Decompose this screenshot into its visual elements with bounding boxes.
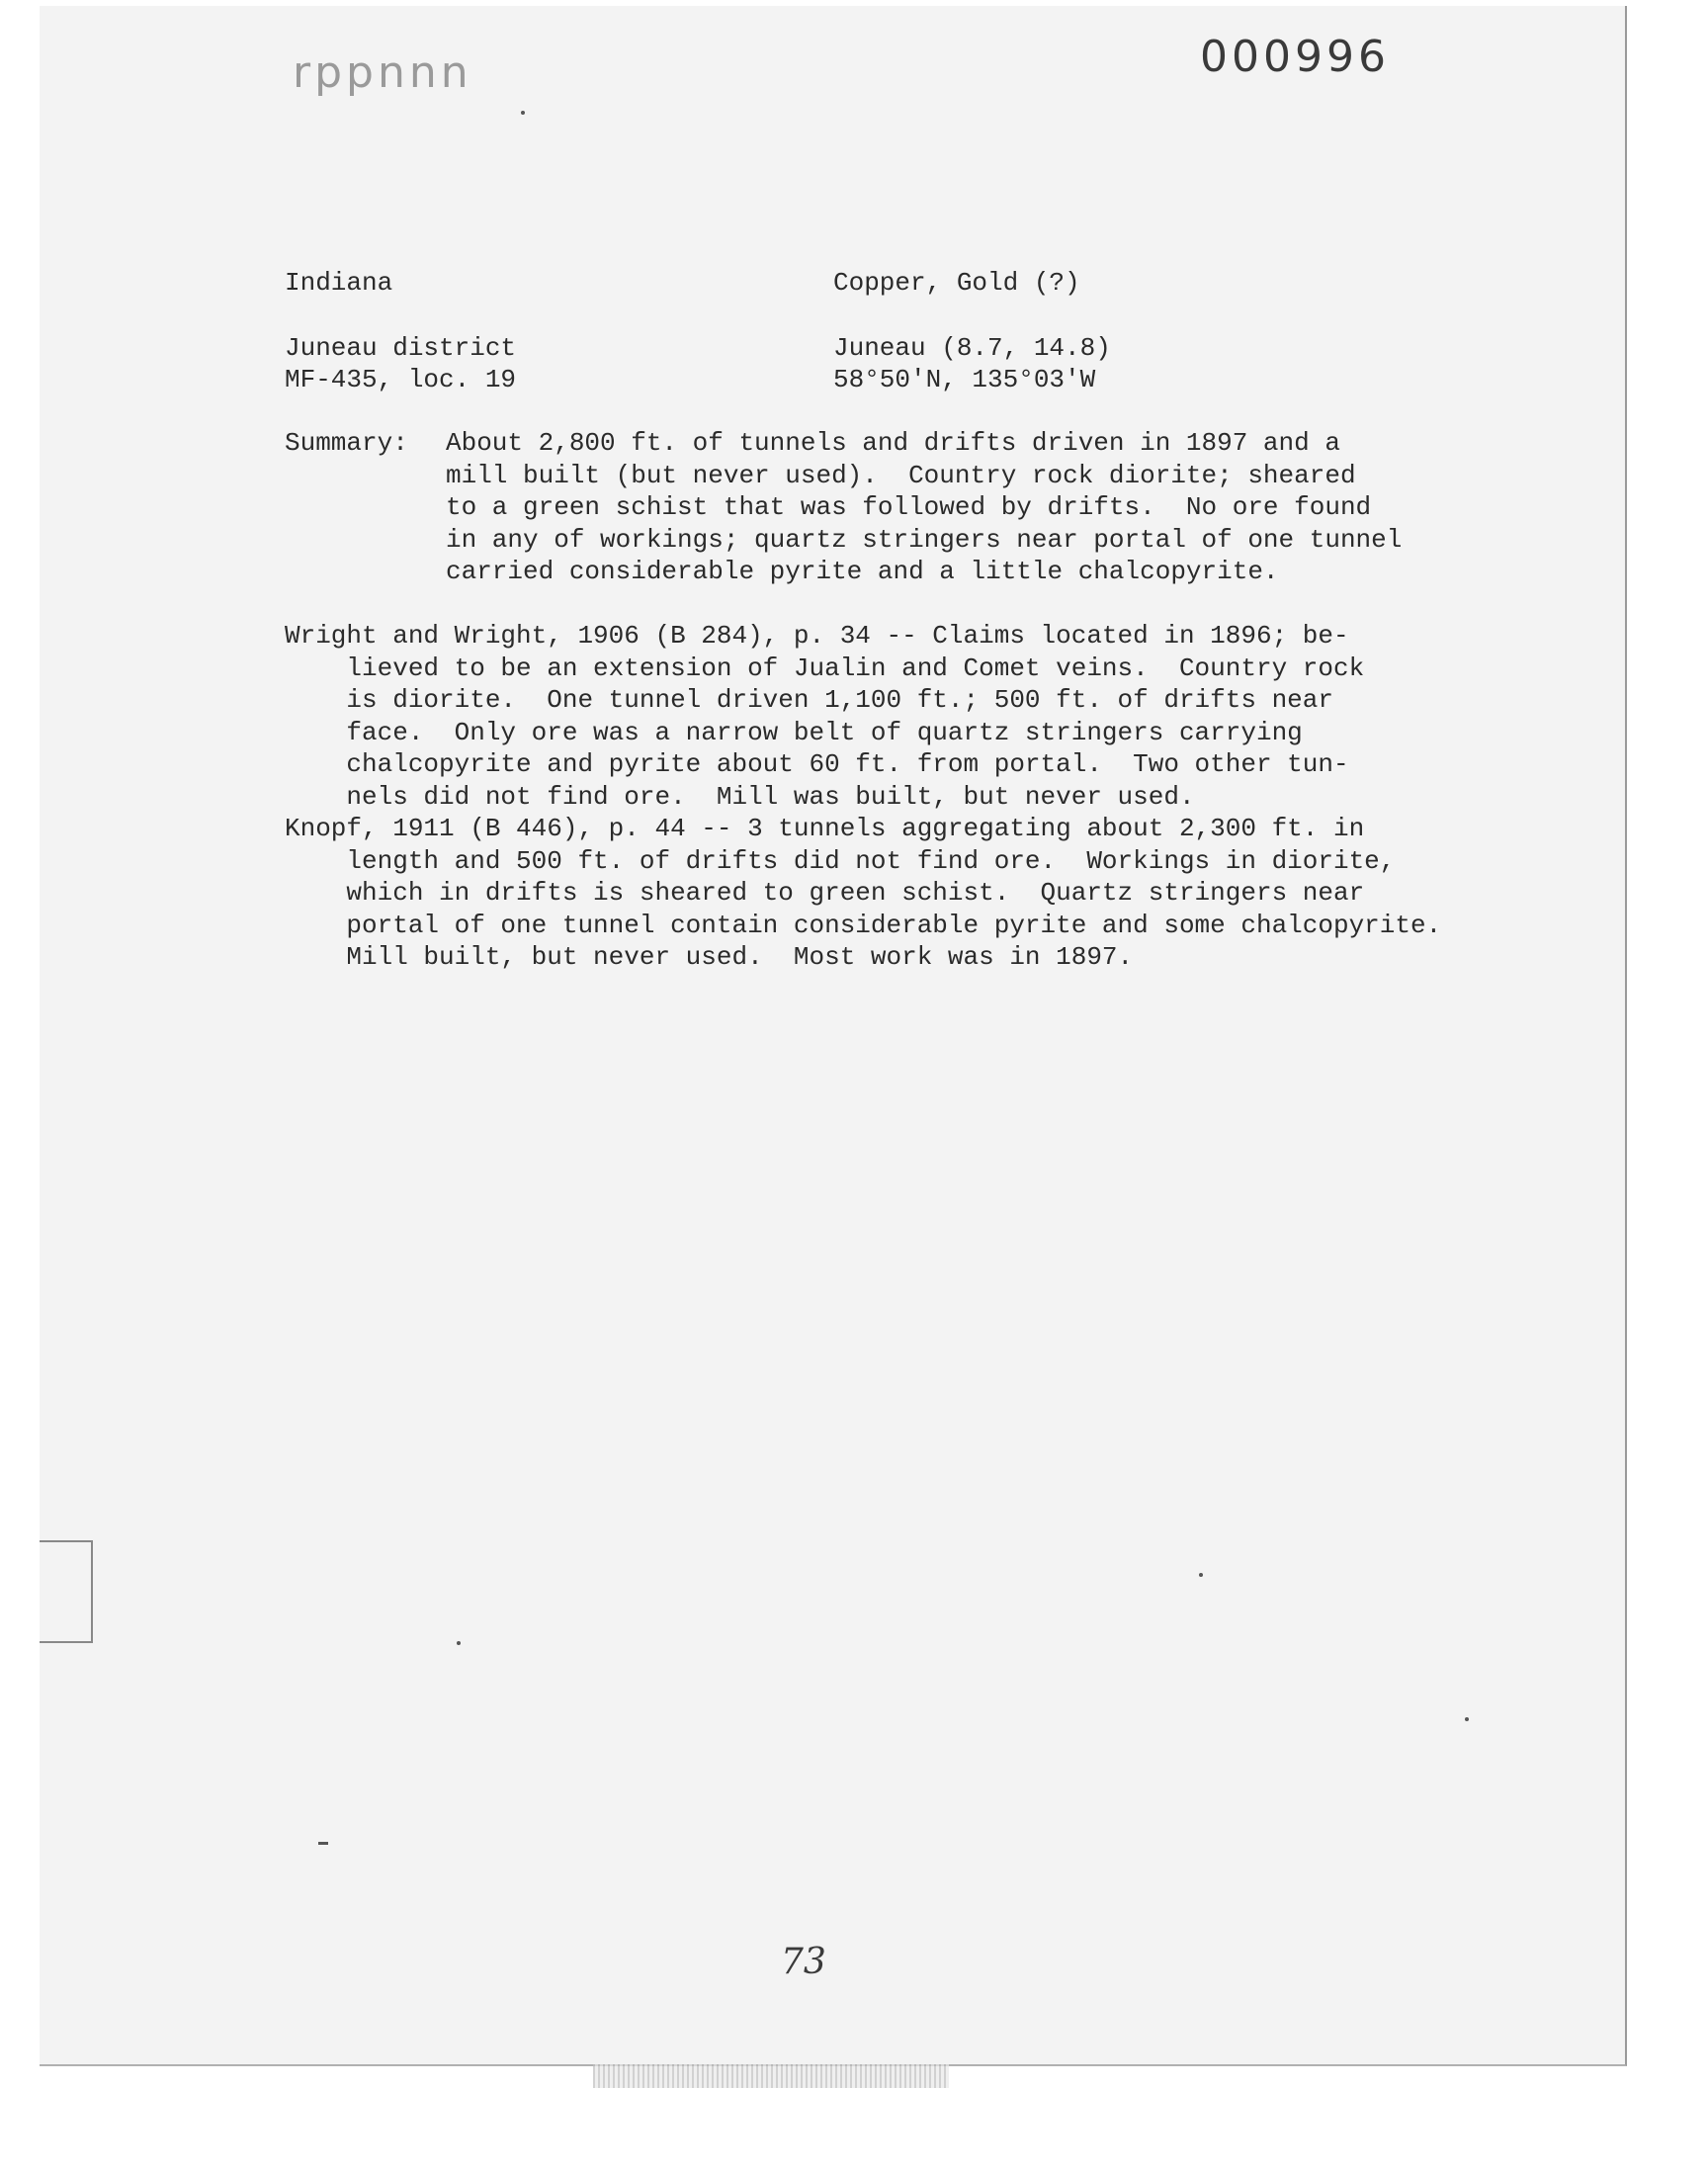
stamp-number: 000996 xyxy=(1200,32,1390,82)
handwritten-page-number: 73 xyxy=(781,1942,826,1982)
reference-line: Wright and Wright, 1906 (B 284), p. 34 -- Claims located in 1896; be- xyxy=(285,621,1349,651)
reference-line: portal of one tunnel contain considerable pyrite and some chalcopyrite. xyxy=(285,910,1442,940)
summary-line: mill built (but never used). Country rock diorite; sheared xyxy=(446,460,1356,490)
scan-speck xyxy=(1465,1717,1469,1721)
reference-line: face. Only ore was a narrow belt of quartz stringers carrying xyxy=(285,717,1303,747)
reference-line: lieved to be an extension of Jualin and Comet veins. Country rock xyxy=(285,652,1365,683)
reference-line: nels did not find ore. Mill was built, but never used. xyxy=(285,781,1195,812)
commodities: Copper, Gold (?) xyxy=(833,268,1080,298)
reference-line: Mill built, but never used. Most work was in 1897. xyxy=(285,942,1134,972)
scan-speck xyxy=(521,111,525,115)
map-location: MF-435, loc. 19 xyxy=(285,365,517,394)
district-name: Juneau district xyxy=(285,333,517,363)
scan-speck xyxy=(1199,1573,1203,1577)
state-name: Indiana xyxy=(285,268,393,298)
summary-text xyxy=(446,427,1402,588)
scan-speck xyxy=(457,1641,461,1645)
summary-line: About 2,800 ft. of tunnels and drifts driven in 1897 and a xyxy=(446,428,1340,458)
quadrangle: Juneau (8.7, 14.8) xyxy=(833,333,1111,363)
document-page xyxy=(40,6,1627,2066)
summary-line: carried considerable pyrite and a little chalcopyrite. xyxy=(446,557,1279,586)
summary-line: to a green schist that was followed by drifts. No ore found xyxy=(446,492,1372,522)
reference-wright xyxy=(285,620,1364,813)
summary-label: Summary: xyxy=(285,428,408,458)
scan-artifact-strip xyxy=(593,2064,949,2088)
reference-line: length and 500 ft. of drifts did not find ore. Workings in diorite, xyxy=(285,845,1396,876)
coordinates: 58°50'N, 135°03'W xyxy=(833,365,1096,394)
summary-line: in any of workings; quartz stringers near portal of one tunnel xyxy=(446,524,1403,555)
faded-stamp-number: rppnnn xyxy=(293,47,472,98)
reference-knopf xyxy=(285,813,1441,974)
reference-line: Knopf, 1911 (B 446), p. 44 -- 3 tunnels aggregating about 2,300 ft. in xyxy=(285,814,1365,843)
page-edge-notch xyxy=(40,1540,93,1643)
reference-line: chalcopyrite and pyrite about 60 ft. from portal. Two other tun- xyxy=(285,749,1349,779)
scan-speck xyxy=(318,1842,328,1845)
reference-line: which in drifts is sheared to green schist. Quartz stringers near xyxy=(285,878,1365,908)
reference-line: is diorite. One tunnel driven 1,100 ft.; 500 ft. of drifts near xyxy=(285,685,1333,715)
